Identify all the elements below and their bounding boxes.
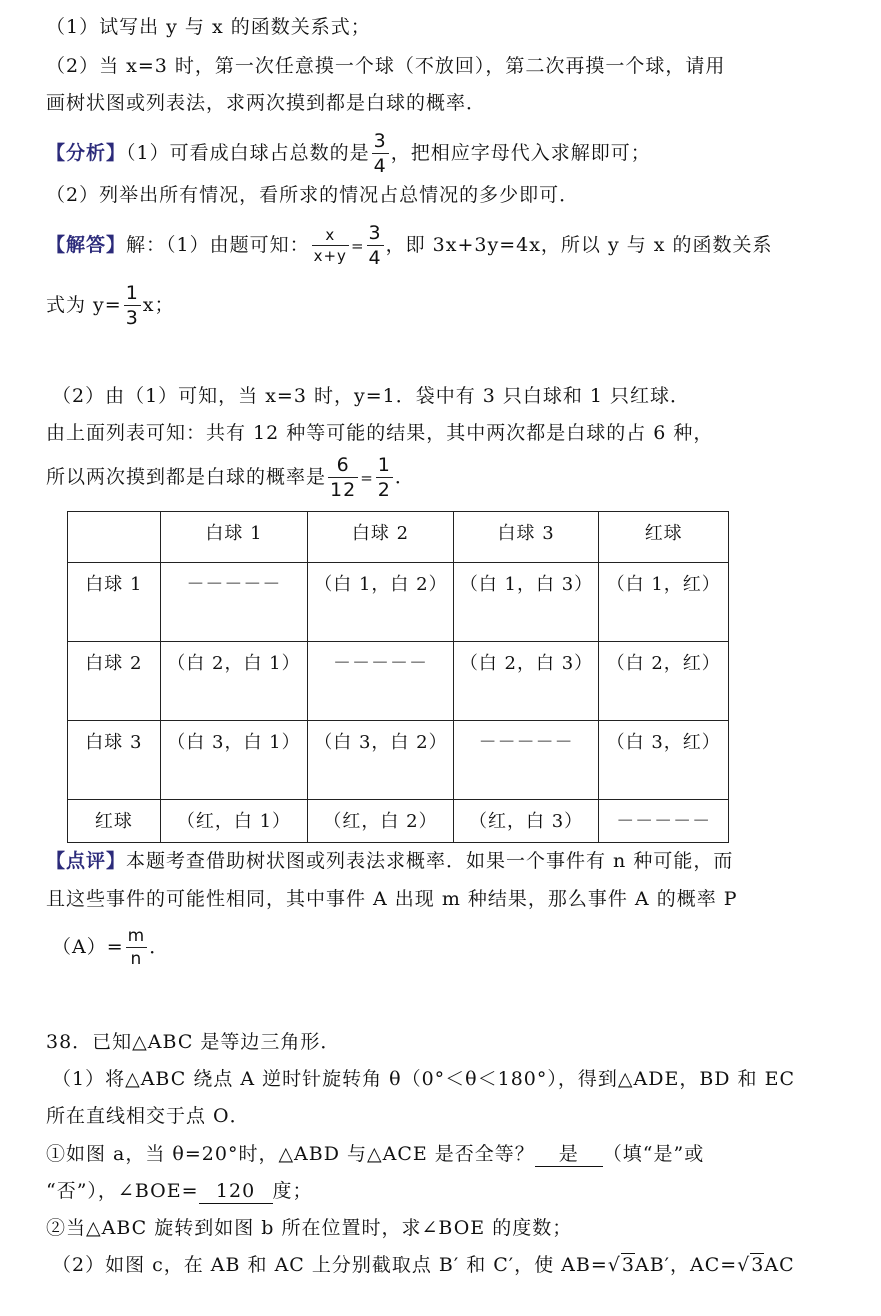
table-cell: （白 2，红） (599, 642, 729, 721)
q1-angle-end: 度； (272, 1180, 313, 1202)
table-cell: （红，白 1） (160, 800, 308, 843)
table-cell: （白 1，白 2） (308, 563, 454, 642)
fraction-six-twelfths: $\frac{6}{12}$ (330, 454, 357, 501)
q1-text: ①如图 a，当 θ=20°时，△ABD 与△ACE 是否全等？ (46, 1143, 535, 1165)
table-cell: （白 1，红） (599, 563, 729, 642)
q1-angle-text: “否”），∠BOE= (46, 1180, 199, 1202)
review-tag: 【点评】 (46, 850, 127, 872)
q38-title: 38．已知△ABC 是等边三角形． (46, 1031, 341, 1053)
analysis-tag: 【分析】 (46, 142, 127, 164)
table-header-cell: 白球 1 (160, 512, 308, 563)
answer-text-end: ，即 3x+3y=4x，所以 y 与 x 的函数关系 (385, 234, 773, 256)
table-cell: 白球 2 (68, 642, 161, 721)
fraction-one-third: $\frac{1}{3}$ (125, 282, 139, 329)
q37-answer-part2-line1: （2）由（1）可知，当 x=3 时，y=1．袋中有 3 只白球和 1 只红球． (52, 385, 691, 407)
q37-review-line3 (52, 928, 169, 968)
fraction-one-half: $\frac{1}{2}$ (377, 454, 391, 501)
table-row (68, 563, 729, 642)
table-row (68, 800, 729, 843)
review-text: 本题考查借助树状图或列表法求概率．如果一个事件有 n 种可能，而 (126, 850, 734, 872)
table-cell: －－－－－ (599, 800, 729, 843)
table-cell: （红，白 2） (308, 800, 454, 843)
table-cell: （白 3，白 2） (308, 721, 454, 800)
q38-part1-line1: （1）将△ABC 绕点 A 逆时针旋转角 θ（0°＜θ＜180°），得到△ADE，BD 和 EC (52, 1068, 796, 1090)
angle-answer-blank: 120 (199, 1179, 273, 1204)
table-header-cell: 白球 2 (308, 512, 454, 563)
review-formula-end: ． (149, 936, 170, 958)
table-cell: （白 3，白 1） (160, 721, 308, 800)
table-cell: 白球 1 (68, 563, 161, 642)
table-cell: －－－－－ (308, 642, 454, 721)
fraction-three-quarters-2: $\frac{3}{4}$ (368, 222, 382, 269)
q38-part2-line1: （2）如图 c，在 AB 和 AC 上分别截取点 B′ 和 C′，使 AB=√3AB′，AC=√3AC (52, 1254, 795, 1276)
analysis-text-end: ，把相应字母代入求解即可； (390, 142, 651, 164)
q37-analysis-line1 (46, 132, 651, 176)
q37-answer-line2 (46, 284, 175, 328)
table-cell: －－－－－ (160, 563, 308, 642)
fraction-three-quarters: $\frac{3}{4}$ (373, 130, 387, 177)
q1-text-end: （填“是”或 (602, 1143, 705, 1165)
q1-answer-blank: 是 (535, 1142, 603, 1167)
review-formula-prefix: （A）= (52, 936, 124, 958)
answer-text: 解：（1）由题可知： (126, 234, 310, 256)
probability-end: ． (394, 466, 415, 488)
q37-part1: （1）试写出 y 与 x 的函数关系式； (46, 16, 371, 38)
q38-part1-q1-cont (46, 1176, 313, 1206)
q37-answer-part2-line3: 所以两次摸到都是白球的概率是 $\frac{6}{12}$ = $\frac{1}{2}$ ． (46, 454, 415, 501)
part2-text-end: AC (764, 1254, 795, 1276)
table-header-row (68, 512, 729, 563)
outcome-table (67, 511, 729, 843)
table-cell: （白 2，白 1） (160, 642, 308, 721)
table-cell: （白 1，白 3） (453, 563, 599, 642)
fraction-x-over-xy: $\frac{x}{x+y}$ (313, 226, 347, 265)
probability-text: 所以两次摸到都是白球的概率是 (46, 466, 327, 488)
table-row (68, 721, 729, 800)
q37-answer-part2-line2: 由上面列表可知：共有 12 种等可能的结果，其中两次都是白球的占 6 种， (46, 422, 714, 444)
fraction-m-over-n: $\frac{m}{n}$ (127, 926, 146, 969)
table-header-cell (68, 512, 161, 563)
table-cell: 红球 (68, 800, 161, 843)
q37-part2-line1: （2）当 x=3 时，第一次任意摸一个球（不放回），第二次再摸一个球，请用 (46, 55, 726, 77)
q38-part1-q2: ②当△ABC 旋转到如图 b 所在位置时，求∠BOE 的度数； (46, 1217, 573, 1239)
q37-review-line2: 且这些事件的可能性相同，其中事件 A 出现 m 种结果，那么事件 A 的概率 P (46, 888, 738, 910)
q37-part2-line2: 画树状图或列表法，求两次摸到都是白球的概率． (46, 92, 487, 114)
part2-text: （2）如图 c，在 AB 和 AC 上分别截取点 B′ 和 C′，使 AB= (52, 1254, 608, 1276)
analysis-text: （1）可看成白球占总数的是 (126, 142, 370, 164)
table-cell: （红，白 3） (453, 800, 599, 843)
table-cell: （白 3，红） (599, 721, 729, 800)
q38-part1-line2: 所在直线相交于点 O． (46, 1105, 250, 1127)
equals-sign: = (350, 237, 365, 255)
q37-review-line1 (46, 846, 733, 876)
q37-answer-line1 (46, 224, 773, 268)
table-cell: 白球 3 (68, 721, 161, 800)
part2-text-mid: AB′，AC= (634, 1254, 738, 1276)
table-header-cell: 白球 3 (453, 512, 599, 563)
sqrt-three: 3 (621, 1254, 635, 1276)
q38-part1-q1 (46, 1139, 704, 1169)
q37-analysis-line2: （2）列举出所有情况，看所求的情况占总情况的多少即可． (46, 184, 580, 206)
answer-formula-suffix: x； (142, 294, 175, 316)
answer-formula-prefix: 式为 y= (46, 294, 122, 316)
table-cell: －－－－－ (453, 721, 599, 800)
table-header-cell: 红球 (599, 512, 729, 563)
answer-tag: 【解答】 (46, 234, 127, 256)
table-cell: （白 2，白 3） (453, 642, 599, 721)
table-row (68, 642, 729, 721)
sqrt-three-2: 3 (751, 1254, 765, 1276)
